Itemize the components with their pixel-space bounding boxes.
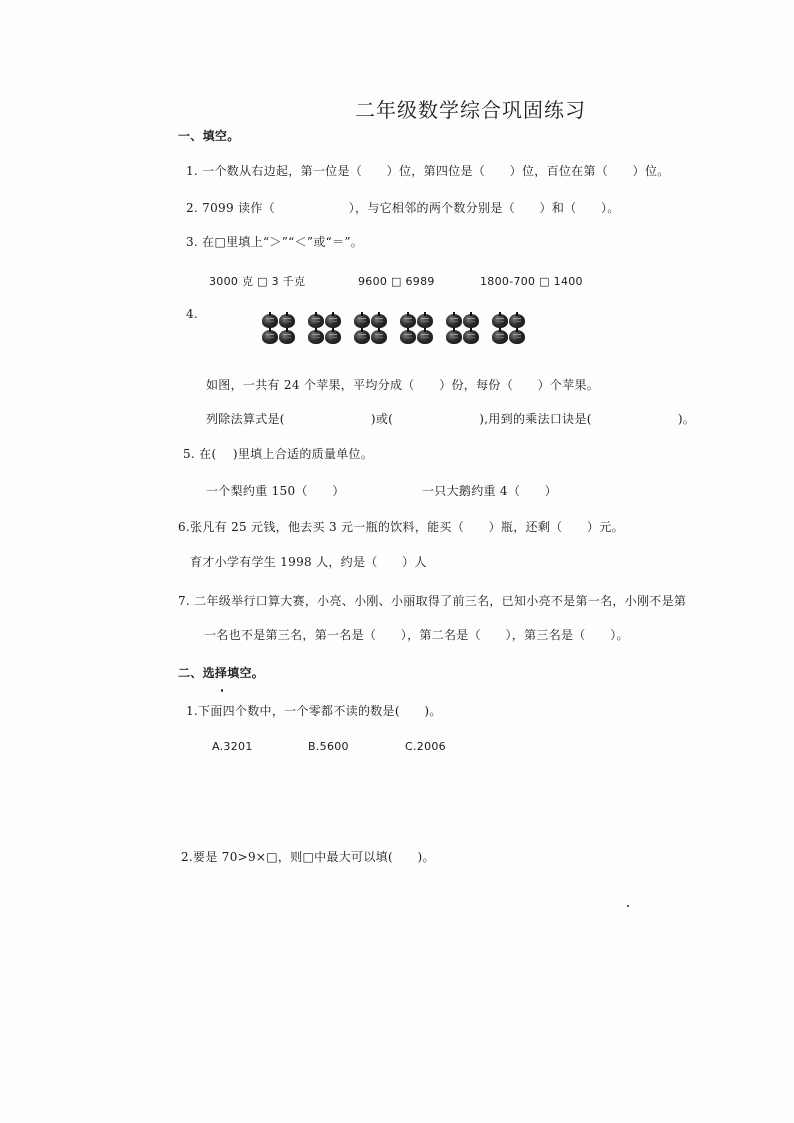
question-4-line-2: 列除法算式是( )或( ),用到的乘法口诀是( )。 (206, 412, 696, 426)
question-6: 6.张凡有 25 元钱，他去买 3 元一瓶的饮料，能买（ ）瓶，还剩（ ）元。 (178, 520, 624, 534)
apple-icon (492, 330, 508, 344)
question-2: 2. 7099 读作（ ），与它相邻的两个数分别是（ ）和（ ）。 (186, 201, 620, 215)
apple-group (354, 314, 387, 344)
apple-icon (279, 330, 295, 344)
question-7-line-1: 7. 二年级举行口算大赛，小亮、小刚、小丽取得了前三名，已知小亮不是第一名，小刚不是第 (178, 594, 687, 608)
choice-question-1: 1.下面四个数中，一个零都不读的数是( )。 (186, 704, 442, 718)
question-1: 1. 一个数从右边起，第一位是（ ）位，第四位是（ ）位，百位在第（ ）位。 (186, 164, 670, 178)
question-7-line-2: 一名也不是第三名，第一名是（ ），第二名是（ ），第三名是（ ）。 (204, 628, 629, 642)
apple-icon (371, 314, 387, 328)
apple-icon (354, 314, 370, 328)
apple-group (400, 314, 433, 344)
apple-icon (262, 330, 278, 344)
apple-icon (446, 330, 462, 344)
apple-group (492, 314, 525, 344)
apple-icon (417, 314, 433, 328)
choice-option-a: A.3201 (212, 740, 253, 753)
apple-icon (308, 330, 324, 344)
choice-option-b: B.5600 (308, 740, 349, 753)
question-5-item-1: 一个梨约重 150（ ） (206, 484, 345, 498)
apple-icon (325, 314, 341, 328)
question-5-item-2: 一只大鹅约重 4（ ） (422, 484, 558, 498)
apple-icon (492, 314, 508, 328)
question-3-item-2: 9600 □ 6989 (358, 275, 435, 288)
apple-group (262, 314, 295, 344)
apple-group (308, 314, 341, 344)
question-4-line-1: 如图，一共有 24 个苹果，平均分成（ ）份，每份（ ）个苹果。 (206, 378, 600, 392)
worksheet-title: 二年级数学综合巩固练习 (355, 98, 586, 122)
scan-speck (627, 905, 629, 907)
apple-icon (463, 330, 479, 344)
apple-icon (308, 314, 324, 328)
question-4-label: 4. (186, 307, 199, 321)
choice-question-2: 2.要是 70>9×□，则□中最大可以填( )。 (181, 850, 435, 864)
apple-icon (279, 314, 295, 328)
apple-icon (463, 314, 479, 328)
question-5: 5. 在( )里填上合适的质量单位。 (183, 447, 374, 461)
apple-icon (325, 330, 341, 344)
section-1-heading: 一、填空。 (178, 129, 240, 143)
apple-icon (509, 330, 525, 344)
section-2-heading: 二、选择填空。 (178, 666, 265, 680)
apple-icon (262, 314, 278, 328)
question-3: 3. 在□里填上“＞”“＜”或“＝”。 (186, 235, 364, 249)
question-3-item-3: 1800-700 □ 1400 (480, 275, 583, 288)
apple-icon (371, 330, 387, 344)
apple-picture (262, 314, 525, 344)
question-3-item-1: 3000 克 □ 3 千克 (209, 275, 306, 288)
question-6-extra: 育才小学有学生 1998 人，约是（ ）人 (190, 555, 427, 569)
apple-icon (417, 330, 433, 344)
apple-icon (400, 330, 416, 344)
apple-group (446, 314, 479, 344)
apple-icon (446, 314, 462, 328)
apple-icon (400, 314, 416, 328)
apple-icon (509, 314, 525, 328)
choice-option-c: C.2006 (405, 740, 446, 753)
scan-speck (221, 689, 223, 692)
apple-icon (354, 330, 370, 344)
